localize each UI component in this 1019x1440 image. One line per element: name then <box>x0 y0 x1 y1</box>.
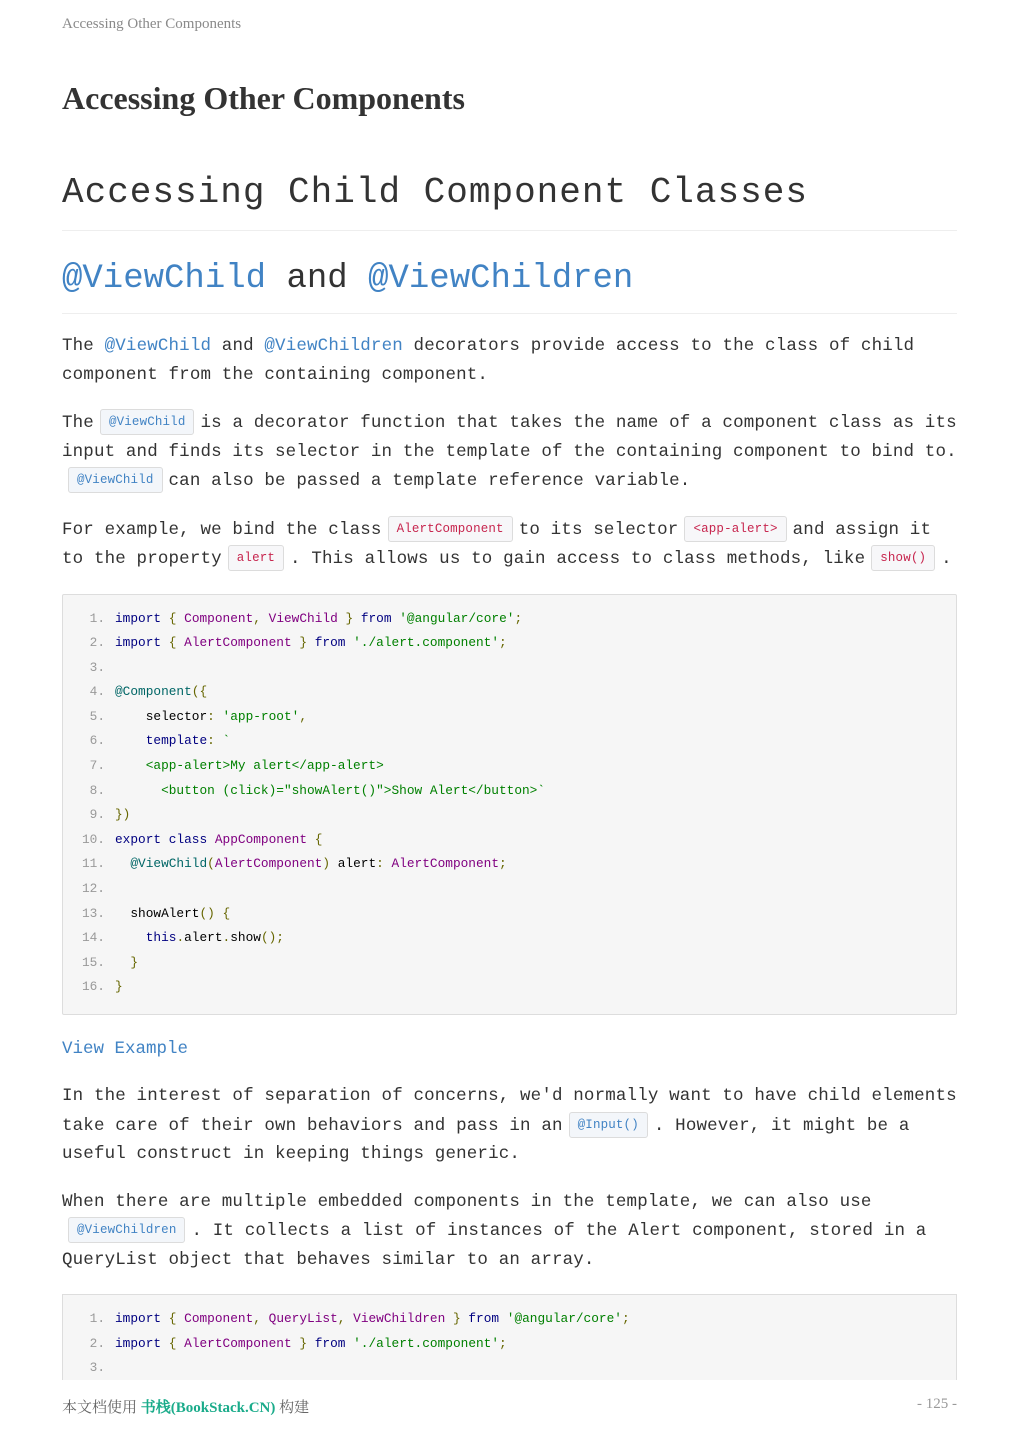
text: For example, we bind the class <box>62 519 382 540</box>
inline-code-alert: alert <box>228 545 284 571</box>
text: and assign it to the property <box>62 519 932 569</box>
code-text: } <box>130 954 139 970</box>
line-number: 7. <box>89 758 105 774</box>
bookstack-link[interactable]: 书栈(BookStack.CN) <box>140 1400 276 1416</box>
text: In the interest of separation of concerns, we'd normally want to have child elements take care of their own behaviors and pass in an <box>62 1086 957 1136</box>
viewchildren-doc-link[interactable]: @ViewChildren <box>264 336 403 356</box>
line-number: 1. <box>89 610 105 626</box>
inline-code-app-alert: <app-alert> <box>684 516 786 542</box>
code-text: } <box>115 979 123 995</box>
section-title: Accessing Child Component Classes <box>62 170 957 231</box>
paragraph-separation <box>62 1082 957 1169</box>
line-number: 9. <box>89 807 105 823</box>
code-line <box>63 1356 956 1381</box>
code-line <box>63 779 956 804</box>
code-text: showAlert() { <box>130 905 231 921</box>
article-content <box>62 170 957 1405</box>
text: can also be passed a template reference variable. <box>168 471 691 491</box>
text: . This allows us to gain access to class methods, like <box>290 549 866 569</box>
text: is a decorator function that takes the name of a component class as its input and finds its selector in the template of the containing component to bind to. <box>62 413 957 462</box>
line-number: 16. <box>81 979 105 995</box>
line-number: 11. <box>81 856 105 872</box>
text: to its selector <box>518 519 679 540</box>
code-block-viewchild <box>62 594 957 1016</box>
code-line <box>63 828 956 853</box>
viewchildren-link[interactable]: @ViewChildren <box>368 260 634 298</box>
chapter-title: Accessing Other Components <box>62 80 465 116</box>
code-line <box>63 926 956 951</box>
inline-code-viewchildren: @ViewChildren <box>68 1217 185 1243</box>
code-line <box>63 607 956 632</box>
code-line <box>63 1307 956 1332</box>
text: When there are multiple embedded components in the template, we can also use <box>62 1191 872 1212</box>
inline-code-show: show() <box>871 545 935 571</box>
subsection-title <box>62 257 957 314</box>
code-text: }) <box>115 807 131 823</box>
line-number: 10. <box>81 831 105 847</box>
line-number: 15. <box>81 954 105 970</box>
code-line <box>63 729 956 754</box>
code-line <box>63 902 956 927</box>
code-text: import { Component, QueryList, ViewChildren } from '@angular/core'; <box>115 1311 630 1326</box>
view-example-link[interactable]: View Example <box>62 1039 189 1059</box>
line-number: 13. <box>81 905 105 921</box>
line-number: 3. <box>89 659 105 675</box>
line-number: 2. <box>89 1335 105 1351</box>
code-line <box>63 705 956 730</box>
paragraph-viewchild <box>62 408 957 496</box>
text: . <box>941 549 952 569</box>
subsection-and: and <box>266 260 369 298</box>
footer-prefix: 本文档使用 <box>62 1400 141 1416</box>
code-text: selector: 'app-root', <box>145 708 308 724</box>
paragraph-example <box>62 515 957 574</box>
text: The <box>62 336 105 356</box>
code-line <box>63 803 956 828</box>
text: The <box>62 413 94 433</box>
code-line <box>63 951 956 976</box>
viewchild-link[interactable]: @ViewChild <box>62 260 267 298</box>
code-line <box>63 1332 956 1357</box>
line-number: 12. <box>81 881 105 897</box>
footer-suffix: 构建 <box>275 1400 310 1416</box>
viewchild-doc-link[interactable]: @ViewChild <box>104 336 212 356</box>
code-line <box>63 852 956 877</box>
line-number: 8. <box>89 782 105 798</box>
line-number: 2. <box>89 635 105 651</box>
code-text: this.alert.show(); <box>145 930 284 946</box>
page-number: - 125 - <box>917 1396 957 1412</box>
paragraph-viewchildren <box>62 1188 957 1275</box>
code-text: template: ` <box>145 733 231 749</box>
inline-code-input: @Input() <box>569 1112 648 1138</box>
text: decorators provide access to the class of child component from the containing component. <box>62 336 915 385</box>
inline-code-viewchild-2: @ViewChild <box>68 467 163 493</box>
code-line <box>63 680 956 705</box>
paragraph-intro <box>62 332 957 389</box>
line-number: 1. <box>89 1311 105 1326</box>
footer-credit <box>62 1396 309 1417</box>
code-line <box>63 975 956 1000</box>
code-text: @ViewChild(AlertComponent) alert: AlertComponent; <box>130 856 507 872</box>
code-line <box>63 754 956 779</box>
code-text: export class AppComponent { <box>115 831 323 847</box>
code-text: <app-alert>My alert</app-alert> <box>115 758 384 774</box>
line-number: 3. <box>89 1360 105 1376</box>
code-line <box>63 631 956 656</box>
code-text: import { AlertComponent } from './alert.component'; <box>115 1335 507 1351</box>
text: . It collects a list of instances of the Alert component, stored in a QueryList object that behaves similar to an array. <box>62 1221 927 1270</box>
code-text: import { Component, ViewChild } from '@angular/core'; <box>115 610 523 626</box>
inline-code-alertcomponent: AlertComponent <box>388 516 513 542</box>
line-number: 6. <box>89 733 105 749</box>
line-number: 14. <box>81 930 105 946</box>
inline-code-viewchild: @ViewChild <box>100 409 195 435</box>
text: and <box>211 336 265 356</box>
text: . However, it might be a useful construct in keeping things generic. <box>62 1115 910 1164</box>
code-line <box>63 877 956 902</box>
line-number: 5. <box>89 708 105 724</box>
line-number: 4. <box>89 684 105 700</box>
running-header: Accessing Other Components <box>62 16 242 32</box>
code-text: import { AlertComponent } from './alert.component'; <box>115 635 507 651</box>
code-text: <button (click)="showAlert()">Show Alert</button>` <box>115 782 546 798</box>
code-text: @Component({ <box>115 684 208 700</box>
code-line <box>63 656 956 681</box>
